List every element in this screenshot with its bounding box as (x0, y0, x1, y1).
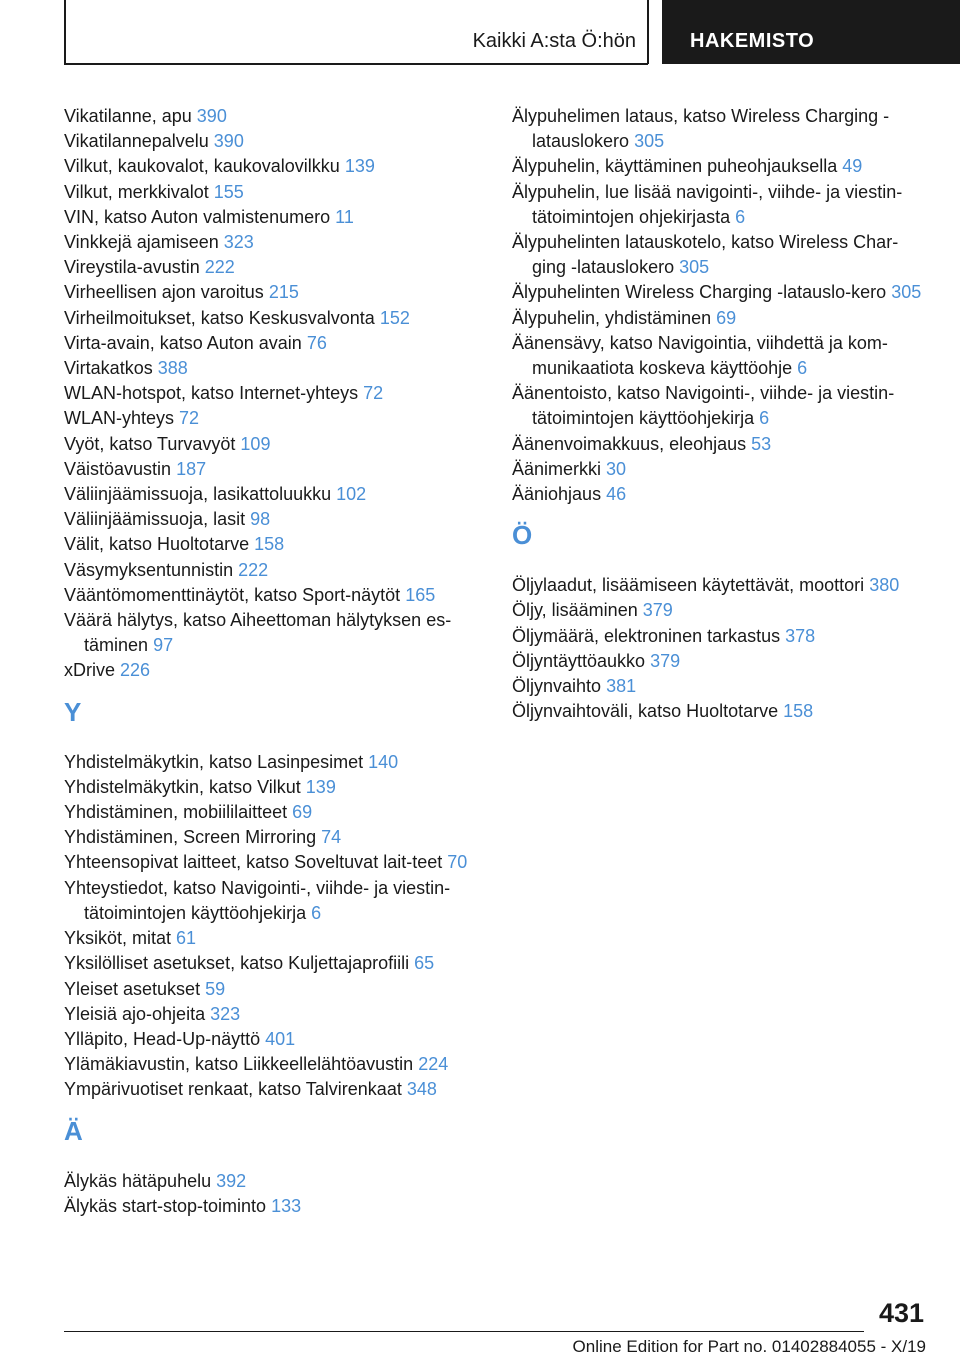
index-page-link[interactable]: 133 (271, 1195, 302, 1216)
index-entry-text: Yhdistäminen, mobiililaitteet (64, 802, 288, 823)
index-entry (64, 750, 484, 775)
index-entry (64, 926, 484, 951)
index-entry (64, 331, 484, 356)
index-entry (64, 1002, 484, 1027)
index-page-link[interactable]: 215 (268, 282, 299, 303)
index-entry-text: Älypuhelimen lataus, katso Wireless Charging -latauslokero (512, 106, 890, 152)
index-entry-text: Vinkkejä ajamiseen (64, 232, 219, 253)
index-column-left (64, 104, 484, 1219)
index-entry (64, 850, 484, 875)
index-entry (64, 825, 484, 850)
index-entry-text: xDrive (64, 660, 116, 681)
index-entry-text: Öljynvaihto (512, 676, 602, 697)
index-page-link[interactable]: 139 (305, 776, 336, 797)
index-entry (64, 775, 484, 800)
index-page-link[interactable]: 158 (254, 534, 285, 555)
index-page-link[interactable]: 6 (311, 902, 322, 923)
index-page-link[interactable]: 6 (759, 408, 770, 429)
index-entry-text: Väliinjäämissuoja, lasikattoluukku (64, 484, 332, 505)
index-page-link[interactable]: 6 (797, 358, 808, 379)
index-page-link[interactable]: 379 (642, 600, 673, 621)
index-entry (64, 1027, 484, 1052)
index-page-link[interactable]: 155 (213, 181, 244, 202)
index-page-link[interactable]: 46 (606, 484, 627, 505)
index-entry-text: Välit, katso Huoltotarve (64, 534, 250, 555)
index-entry-text: Yksilölliset asetukset, katso Kuljettajaprofiili (64, 953, 410, 974)
index-page-link[interactable]: 390 (196, 106, 227, 126)
index-entry (512, 457, 932, 482)
index-entry (512, 573, 932, 598)
index-page-link[interactable]: 187 (176, 458, 207, 479)
index-entry-text: Äänentoisto, katso Navigointi-, viihde- ja viestin-tätoimintojen käyttöohjekirja (512, 383, 895, 429)
index-page-link[interactable]: 305 (634, 131, 665, 152)
index-entry (512, 699, 932, 724)
index-page-link[interactable]: 378 (785, 625, 816, 646)
index-entry-text: Vääntömomenttinäytöt, katso Sport-näytöt (64, 584, 401, 605)
index-entry-text: Väliinjäämissuoja, lasit (64, 509, 246, 530)
index-entry-text: Yhdistäminen, Screen Mirroring (64, 827, 317, 848)
index-page-link[interactable]: 70 (447, 852, 468, 873)
index-page-link[interactable]: 140 (368, 751, 399, 772)
index-page-link[interactable]: 165 (405, 584, 436, 605)
index-entry (512, 381, 932, 431)
index-entry (64, 205, 484, 230)
index-entry-text: Yksiköt, mitat (64, 928, 172, 949)
index-entry-text: Virheilmoitukset, katso Keskusvalvonta (64, 307, 375, 328)
index-page-link[interactable]: 65 (414, 953, 435, 974)
index-entry (64, 558, 484, 583)
index-entry-text: Öljynvaihtoväli, katso Huoltotarve (512, 701, 779, 722)
index-entry (64, 432, 484, 457)
index-entry-text: Öljyntäyttöaukko (512, 650, 646, 671)
index-entry (64, 381, 484, 406)
index-page-link[interactable]: 53 (751, 433, 772, 454)
index-page-link[interactable]: 222 (204, 257, 235, 278)
index-page-link[interactable]: 224 (418, 1054, 449, 1075)
index-column-right (512, 104, 932, 724)
index-entry (64, 507, 484, 532)
index-page-link[interactable]: 392 (216, 1170, 247, 1191)
index-page-link[interactable]: 76 (306, 332, 327, 353)
index-entry-text: Älypuhelin, lue lisää navigointi-, viihde- ja viestin-tätoimintojen ohjekirjasta (512, 181, 903, 227)
index-entry (512, 482, 932, 507)
index-entry-text: Äänimerkki (512, 458, 602, 479)
index-entry-text: Vikatilanne, apu (64, 106, 192, 126)
index-entry-text: Yleisiä ajo-ohjeita (64, 1003, 206, 1024)
index-entry (64, 180, 484, 205)
index-entry (64, 1194, 484, 1219)
index-entry (64, 129, 484, 154)
index-page-link[interactable]: 401 (265, 1028, 296, 1049)
index-entry-text: Älykäs hätäpuhelu (64, 1170, 212, 1191)
index-entry-text: Älypuhelinten Wireless Charging -latauslo-kero (512, 282, 887, 303)
index-entry (64, 280, 484, 305)
index-entry-text: Virheellisen ajon varoitus (64, 282, 264, 303)
index-entry-text: Yhteystiedot, katso Navigointi-, viihde- ja viestin-tätoimintojen käyttöohjekirja (64, 877, 451, 923)
index-page-link[interactable]: 11 (335, 206, 354, 227)
index-entry-text: Yhdistelmäkytkin, katso Vilkut (64, 776, 301, 797)
index-page-link[interactable]: 226 (120, 660, 151, 681)
index-entry (64, 406, 484, 431)
index-entry-text: Yleiset asetukset (64, 978, 201, 999)
page-number: 431 (878, 1298, 924, 1328)
index-entry (512, 180, 932, 230)
index-entry-text: Öljymäärä, elektroninen tarkastus (512, 625, 781, 646)
index-page-link[interactable]: 381 (606, 676, 637, 697)
index-entry (64, 608, 484, 658)
index-entry-text: Vireystila-avustin (64, 257, 200, 278)
index-entry (64, 255, 484, 280)
index-entry-text: Virta-avain, katso Auton avain (64, 332, 302, 353)
index-page-link[interactable]: 102 (336, 484, 367, 505)
index-entry (64, 154, 484, 179)
footer-rule (64, 1331, 864, 1332)
index-entry (512, 331, 932, 381)
index-page-link[interactable]: 390 (213, 131, 244, 152)
index-page-link[interactable]: 158 (783, 701, 814, 722)
index-entry (512, 280, 932, 305)
index-entry-text: WLAN-hotspot, katso Internet-yhteys (64, 383, 359, 404)
index-letter-heading: Ä (64, 1115, 83, 1146)
index-entry-text: Vyöt, katso Turvavyöt (64, 433, 236, 454)
section-tab[interactable] (662, 0, 960, 64)
index-entry (512, 306, 932, 331)
index-page-link[interactable]: 305 (891, 282, 922, 303)
index-entry-text: Vikatilannepalvelu (64, 131, 209, 152)
index-page-link[interactable]: 139 (344, 156, 375, 177)
index-entry (64, 457, 484, 482)
index-page-link[interactable]: 380 (869, 575, 900, 596)
index-entry-text: Väärä hälytys, katso Aiheettoman hälytyksen es-täminen (64, 610, 452, 656)
index-entry (512, 230, 932, 280)
index-entry (512, 674, 932, 699)
index-page-link[interactable]: 72 (363, 383, 384, 404)
index-entry (512, 432, 932, 457)
index-page-link[interactable]: 323 (210, 1003, 241, 1024)
index-page-link[interactable]: 61 (176, 928, 197, 949)
index-entry-text: Älypuhelin, käyttäminen puheohjauksella (512, 156, 838, 177)
index-entry-text: Vilkut, kaukovalot, kaukovalovilkku (64, 156, 340, 177)
index-page-link[interactable]: 59 (205, 978, 226, 999)
index-entry (64, 876, 484, 926)
index-entry-text: Ylämäkiavustin, katso Liikkeellelähtöavustin (64, 1054, 414, 1075)
index-page-link[interactable]: 323 (223, 232, 254, 253)
index-page-link[interactable]: 6 (735, 206, 746, 227)
index-page-link[interactable]: 74 (321, 827, 342, 848)
index-page-link[interactable]: 49 (842, 156, 863, 177)
index-page-link[interactable]: 348 (406, 1079, 437, 1100)
index-entry (64, 977, 484, 1002)
index-entry (64, 951, 484, 976)
index-entry (64, 800, 484, 825)
index-page-link[interactable]: 98 (250, 509, 271, 530)
index-page-link[interactable]: 69 (292, 802, 313, 823)
index-entry-text: Älypuhelinten latauskotelo, katso Wireless Char-ging -latauslokero (512, 232, 899, 278)
index-entry (64, 104, 484, 129)
index-entry (64, 306, 484, 331)
index-page-link[interactable]: 222 (238, 559, 269, 580)
index-entry-text: Ääniohjaus (512, 484, 602, 505)
index-entry (64, 230, 484, 255)
index-entry-text: Väistöavustin (64, 458, 172, 479)
index-entry-text: Ympärivuotiset renkaat, katso Talvirenkaat (64, 1079, 402, 1100)
index-entry (64, 532, 484, 557)
index-entry-text: Älykäs start-stop-toiminto (64, 1195, 267, 1216)
index-entry-text: Yhdistelmäkytkin, katso Lasinpesimet (64, 751, 364, 772)
index-entry-text: Äänensävy, katso Navigointia, viihdettä ja kom-munikaatiota koskeva käyttöohje (512, 332, 888, 379)
index-entry-text: Yhteensopivat laitteet, katso Soveltuvat lait-teet (64, 852, 443, 873)
index-entry (512, 649, 932, 674)
section-tab-label: HAKEMISTO (690, 30, 815, 52)
index-entry-text: Öljylaadut, lisäämiseen käytettävät, moottori (512, 575, 865, 596)
index-entry (512, 154, 932, 179)
index-entry-text: WLAN-yhteys (64, 408, 175, 429)
section-link[interactable]: Kaikki A:sta Ö:hön (472, 30, 636, 52)
index-entry-text: Öljy, lisääminen (512, 600, 638, 621)
index-entry (512, 624, 932, 649)
index-page-link[interactable]: 72 (179, 408, 200, 429)
index-entry (64, 1169, 484, 1194)
index-entry (64, 583, 484, 608)
index-entry (512, 598, 932, 623)
index-page-link[interactable]: 305 (679, 257, 710, 278)
index-page-link[interactable]: 30 (606, 458, 627, 479)
index-page-link[interactable]: 152 (379, 307, 410, 328)
index-entry (64, 1077, 484, 1102)
index-entry-text: Ylläpito, Head-Up-näyttö (64, 1028, 261, 1049)
index-letter-heading: Y (64, 696, 82, 727)
edition-note: Online Edition for Part no. 01402884055 - X/19 (572, 1337, 926, 1356)
index-entry-text: VIN, katso Auton valmistenumero (64, 206, 331, 227)
index-page-link[interactable]: 109 (240, 433, 271, 454)
index-entry (64, 1052, 484, 1077)
index-entry-text: Älypuhelin, yhdistäminen (512, 307, 712, 328)
index-entry-text: Virtakatkos (64, 358, 153, 379)
index-entry (512, 104, 932, 154)
index-entry (64, 658, 484, 683)
index-page-link[interactable]: 97 (153, 635, 174, 656)
index-entry-text: Vilkut, merkkivalot (64, 181, 209, 202)
index-entry (64, 482, 484, 507)
index-entry-text: Äänenvoimakkuus, eleohjaus (512, 433, 747, 454)
header-rule-right (647, 0, 649, 64)
index-page-link[interactable]: 69 (716, 307, 737, 328)
header-rule-left (64, 0, 66, 64)
index-page-link[interactable]: 388 (157, 358, 188, 379)
index-page-link[interactable]: 379 (650, 650, 681, 671)
index-entry (64, 356, 484, 381)
index-letter-heading: Ö (512, 520, 533, 551)
index-entry-text: Väsymyksentunnistin (64, 559, 234, 580)
